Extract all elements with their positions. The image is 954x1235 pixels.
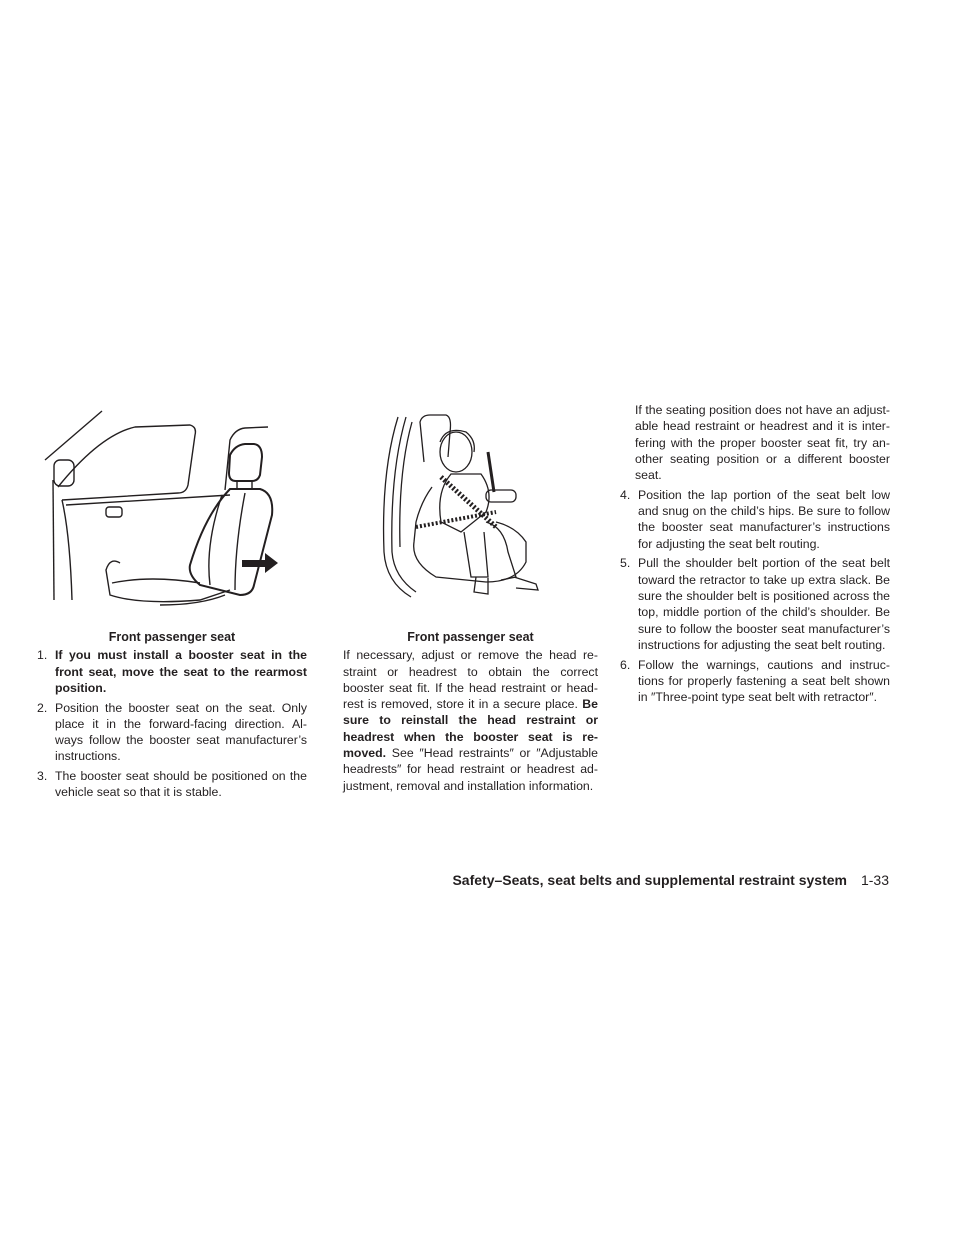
text-line xyxy=(638,673,890,689)
bold-text: front seat, move the seat to the rearmost xyxy=(55,664,307,679)
bold-text: sure to reinstall the head restraint or xyxy=(343,713,598,728)
front-seat-illustration xyxy=(40,405,290,610)
text-line xyxy=(638,536,890,552)
text-line xyxy=(638,689,890,705)
body-text: sure the shoulder belt is positioned across the xyxy=(638,589,890,604)
text-line xyxy=(55,748,307,764)
text-line xyxy=(638,637,890,653)
text-line xyxy=(638,555,890,571)
section-title: Safety–Seats, seat belts and supplemental restraint system xyxy=(452,872,847,888)
body-text: the booster seat manufacturer’s instructions xyxy=(638,520,890,535)
text-line xyxy=(55,664,307,680)
body-text: for adjusting the seat belt routing. xyxy=(638,536,820,551)
text-line xyxy=(343,680,598,696)
text-line xyxy=(638,588,890,604)
body-text: in ″Three-point type seat belt with retractor″. xyxy=(638,690,878,705)
text-line xyxy=(55,647,307,663)
body-text: If the seating position does not have an adjust- xyxy=(635,403,890,417)
child-booster-seat-illustration xyxy=(376,412,551,607)
body-text: Position the lap portion of the seat belt low xyxy=(638,487,890,502)
text-line xyxy=(635,451,890,467)
body-text: Position the booster seat on the seat. Only xyxy=(55,700,307,715)
bold-text: moved. xyxy=(343,746,387,761)
text-line xyxy=(55,700,307,716)
body-text: toward the retractor to take up extra slack. Be xyxy=(638,572,890,587)
text-line xyxy=(638,572,890,588)
column-left xyxy=(37,629,307,804)
bold-text: Be xyxy=(582,697,598,712)
body-text: fering with the proper booster seat fit, try an- xyxy=(635,435,890,450)
bold-text: If you must install a booster seat in the xyxy=(55,648,307,663)
body-text: justment, removal and installation information. xyxy=(343,778,594,793)
body-text: rest is removed, store it in a secure place. xyxy=(343,697,583,712)
text-line xyxy=(343,745,598,761)
text-line xyxy=(635,467,890,483)
text-line xyxy=(638,621,890,637)
text-line xyxy=(55,716,307,732)
text-line xyxy=(55,784,307,800)
text-line xyxy=(638,503,890,519)
body-text: If necessary, adjust or remove the head re- xyxy=(343,648,598,663)
paragraph xyxy=(620,402,890,483)
page-number: 1-33 xyxy=(860,872,889,888)
list-number: 1. xyxy=(37,648,48,663)
body-text: ways follow the booster seat manufacturer’s xyxy=(55,733,307,748)
text-line xyxy=(635,435,890,451)
body-text: straint or headrest to obtain the correct xyxy=(343,664,598,679)
text-line xyxy=(638,604,890,620)
numbered-list-item xyxy=(37,700,307,765)
body-text: instructions for adjusting the seat belt routing. xyxy=(638,637,886,652)
body-text: headrests″ for head restraint or headrest ad- xyxy=(343,762,598,777)
numbered-list-item xyxy=(620,487,890,552)
list-number: 6. xyxy=(620,657,631,672)
numbered-list-item xyxy=(37,768,307,801)
figure-caption: Front passenger seat xyxy=(407,630,534,644)
text-line xyxy=(343,761,598,777)
numbered-list-item xyxy=(620,657,890,706)
body-text: Pull the shoulder belt portion of the seat belt xyxy=(638,556,890,571)
text-line xyxy=(638,657,890,673)
bold-text: headrest when the booster seat is re- xyxy=(343,729,598,744)
text-line xyxy=(55,732,307,748)
text-line xyxy=(343,647,598,663)
text-line xyxy=(343,664,598,680)
body-text: instructions. xyxy=(55,749,121,764)
text-line xyxy=(343,778,598,794)
text-line xyxy=(343,712,598,728)
body-text: other seating position or a different booster xyxy=(635,451,890,466)
body-text: See ″Head restraints″ or ″Adjustable xyxy=(386,746,598,761)
figure-caption: Front passenger seat xyxy=(108,630,236,644)
body-text: and snug on the child’s hips. Be sure to follow xyxy=(638,504,890,519)
page-footer xyxy=(452,872,889,888)
text-line xyxy=(343,696,598,712)
text-line xyxy=(635,418,890,434)
numbered-list-item xyxy=(37,647,307,696)
bold-text: position. xyxy=(55,680,107,695)
text-line xyxy=(343,729,598,745)
body-text: booster seat fit. If the head restraint or head- xyxy=(343,680,598,695)
paragraph xyxy=(343,647,598,794)
column-right xyxy=(620,402,890,709)
body-text: The booster seat should be positioned on the xyxy=(55,769,307,784)
list-number: 3. xyxy=(37,769,48,784)
body-text: sure to follow the booster seat manufacturer’s xyxy=(638,621,890,636)
body-text: Follow the warnings, cautions and instruc- xyxy=(638,657,890,672)
body-text: tions for properly fastening a seat belt shown xyxy=(638,673,890,688)
body-text: vehicle seat so that it is stable. xyxy=(55,785,222,800)
body-text: seat. xyxy=(635,468,662,483)
column-middle xyxy=(343,629,598,797)
text-line xyxy=(635,402,890,418)
list-number: 5. xyxy=(620,556,631,571)
list-number: 2. xyxy=(37,700,48,715)
body-text: top, middle portion of the child’s shoulder. Be xyxy=(638,605,890,620)
body-text: able head restraint or headrest and it is inter- xyxy=(635,419,890,434)
text-line xyxy=(638,519,890,535)
numbered-list-item xyxy=(620,555,890,653)
list-number: 4. xyxy=(620,487,631,502)
text-line xyxy=(55,768,307,784)
text-line xyxy=(55,680,307,696)
body-text: place it in the forward-facing direction. Al- xyxy=(55,716,307,731)
text-line xyxy=(638,487,890,503)
